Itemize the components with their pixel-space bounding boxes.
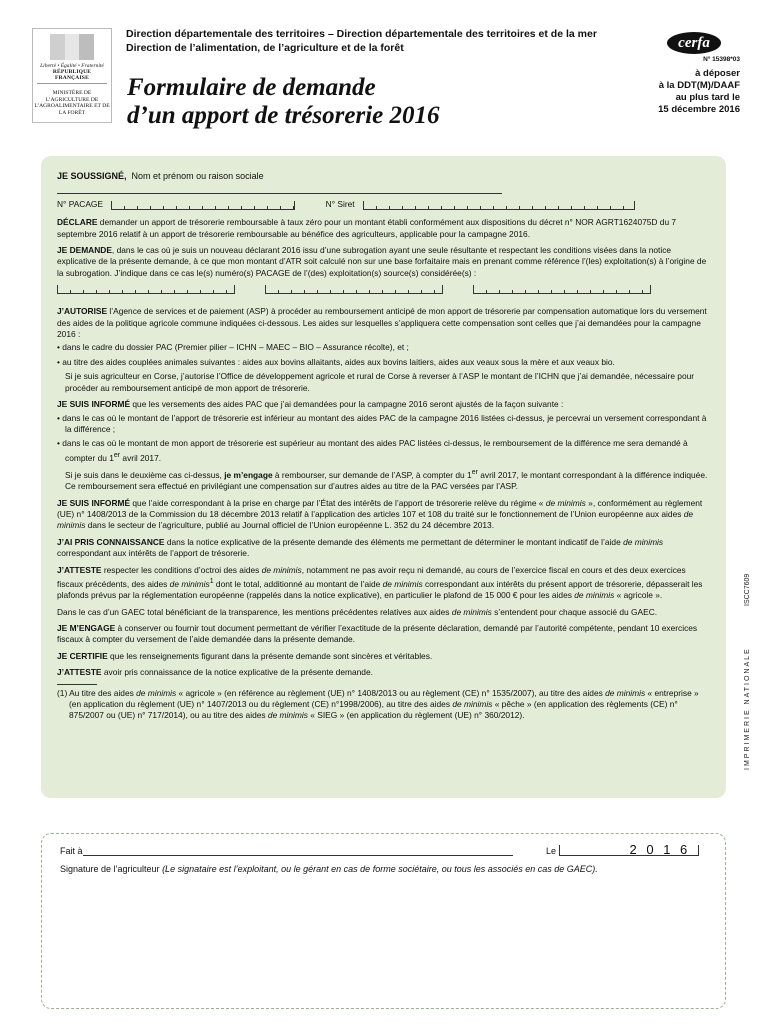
deuxieme-keyword: je m’engage — [224, 469, 273, 480]
deuxieme-paragraph — [57, 467, 710, 493]
atteste1-text-5: « agricole ». — [614, 590, 663, 601]
certifie-paragraph — [57, 651, 710, 662]
pacage-input[interactable] — [111, 201, 295, 210]
deposit-line-2: à la DDT(M)/DAAF — [658, 80, 740, 91]
connaissance-paragraph — [57, 537, 710, 560]
footnote-text-2: « agricole » (en référence au règlement (UE) n° 1408/2013 ou au règlement (CE) n° 1535/2007), au titre des aides — [176, 687, 606, 698]
cerfa-logo: cerfa — [667, 32, 721, 54]
signature-note: (Le signataire est l’exploitant, ou le gérant en cas de forme sociétaire, ou tous les associés en cas de GAEC). — [159, 864, 598, 874]
footnote-divider — [57, 684, 97, 685]
informe1-bullet-2-end: avril 2017. — [120, 452, 162, 463]
fait-a-input[interactable] — [83, 845, 513, 856]
engage-keyword: JE M’ENGAGE — [57, 622, 116, 633]
atteste1-keyword: J’ATTESTE — [57, 564, 102, 575]
atteste2-paragraph — [57, 667, 710, 678]
signature-box — [41, 833, 726, 1009]
gaec-text: Dans le cas d’un GAEC total bénéficiant de la transparence, les mentions précédentes relatives aux aides — [57, 606, 452, 617]
pacage-source-row — [57, 285, 710, 294]
informe2-paragraph — [57, 498, 710, 532]
atteste2-keyword: J’ATTESTE — [57, 667, 102, 678]
informe2-text: que l’aide correspondant à la prise en charge par l’État des intérêts de l’apport de trésorerie relève du régime « — [130, 497, 546, 508]
title-line-1: Formulaire de demande — [127, 74, 376, 101]
pacage-source-input-2[interactable] — [265, 285, 443, 294]
soussigne-row — [57, 171, 710, 194]
form-content — [57, 171, 710, 727]
informe2-text-3: dans le secteur de l’agriculture, publié au Journal officiel de l’Union européenne L. 352 du 24 décembre 2013. — [85, 520, 495, 531]
demande-paragraph — [57, 245, 710, 279]
autorise-bullet-1: • dans le cadre du dossier PAC (Premier pilier – ICHN – MAEC – BIO – Assurance récolte), et ; — [57, 342, 409, 353]
atteste2-text: avoir pris connaissance de la notice explicative de la présente demande. — [101, 667, 373, 678]
logo-ministry: MINISTÈRE DE L’AGRICULTURE DE L’AGROALIMENTAIRE ET DE LA FORÊT — [34, 90, 110, 116]
deuxieme-text-3: avril 2017, le montant correspondant à la différence indiquée. Ce remboursement sera effectué en privilégiant une compensation sur d’autres aides au titre de la PAC versées par l’ASP. — [65, 469, 708, 492]
title-line-2: d’un apport de trésorerie 2016 — [127, 102, 440, 129]
logo-motto: Liberté • Égalité • Fraternité — [40, 63, 104, 69]
atteste1-text-2: , notamment ne pas avoir reçu ni demandé, au cours de l’exercice fiscal en cours et des deux exercices fiscaux précédents, des aides — [57, 564, 686, 589]
name-input[interactable] — [57, 184, 502, 194]
engage-text: à conserver ou fournir tout document permettant de vérifier l’exactitude de la présente déclaration, demandé par l’autorité compétente, pendant 10 exercices fiscaux à compter du versement de l’aide demandée dans la présente demande. — [57, 622, 698, 645]
pacage-source-input-1[interactable] — [57, 285, 235, 294]
connaissance-text: dans la notice explicative de la présente demande des éléments me permettant de déterminer le montant indicatif de l’aide — [164, 536, 624, 547]
corse-paragraph: Si je suis agriculteur en Corse, j’autorise l’Office de développement agricole et rural de Corse à reverser à l’ASP le montant de l’ICHN que j’ai demandée, nécessaire pour procéder au remboursement anticipé de mon apport de trésorerie. — [65, 371, 695, 393]
informe2-text-2: », conformément au règlement (UE) n° 1408/2013 de la Commission du 18 décembre 2013 relatif à l’application des articles 107 et 108 du traité sur le fonctionnement de l’Union européenne aux aides — [57, 497, 703, 519]
deposit-line-1: à déposer — [695, 68, 740, 79]
de-minimis: de minimis — [451, 606, 492, 617]
declare-text: demander un apport de trésorerie remboursable à taux zéro pour un montant établi conformément aux dispositions du décret n° NOR AGRT1624075D du 7 septembre 2016 relatif à un apport de trésorerie remboursable au bénéfice des agriculteurs, applicable pour la campagne 2016. — [57, 217, 677, 239]
fait-label: Fait à — [60, 846, 83, 856]
imprimerie-nationale: IMPRIMERIE NATIONALE — [744, 647, 751, 770]
de-minimis: de minimis — [169, 578, 210, 589]
informe1-text: que les versements des aides PAC que j’ai demandées pour la campagne 2016 seront ajustés de la façon suivante : — [130, 399, 564, 410]
superscript: er — [113, 451, 121, 459]
de-minimis: de minimis — [267, 710, 308, 721]
signature-label: Signature de l’agriculteur — [60, 864, 160, 874]
de-minimis: de minimis — [57, 508, 694, 531]
informe1-bullet-2 — [57, 438, 710, 464]
demande-keyword: JE DEMANDE — [57, 245, 112, 256]
de-minimis: de minimis — [136, 687, 177, 698]
de-minimis: de minimis — [574, 590, 615, 601]
engage-paragraph — [57, 623, 710, 646]
de-minimis: de minimis — [623, 536, 664, 547]
de-minimis: de minimis — [545, 497, 586, 508]
autorise-keyword: J’AUTORISE — [57, 306, 108, 317]
atteste1-text: respecter les conditions d’octroi des aides — [101, 564, 262, 575]
gaec-text-2: s’entendent pour chaque associé du GAEC. — [491, 606, 658, 617]
siret-label: N° Siret — [325, 198, 355, 209]
deposit-line-3: au plus tard le — [675, 92, 740, 103]
signature-label-row — [60, 864, 598, 874]
deposit-deadline — [588, 68, 740, 116]
footnote-text: (1) Au titre des aides — [57, 687, 137, 698]
certifie-keyword: JE CERTIFIE — [57, 650, 108, 661]
atteste1-paragraph — [57, 565, 710, 602]
informe1-keyword: JE SUIS INFORMÉ — [57, 399, 131, 410]
informe1-bullet-2-text: • dans le cas où le montant de mon apport de trésorerie est supérieur au montant des aides PAC listées ci-dessus, le remboursement de la différence me sera demandé à compter du 1 — [57, 438, 688, 463]
informe1-bullet-1: • dans le cas où le montant de l’apport de trésorerie est inférieur au montant des aides PAC de la campagne 2016 listées ci-dessus, je percevrai un versement correspondant à la différence ; — [57, 412, 707, 434]
deuxieme-text: Si je suis dans le deuxième cas ci-dessus, — [65, 469, 225, 480]
deuxieme-text-2: à rembourser, sur demande de l’ASP, à compter du 1 — [272, 469, 472, 480]
footnote-text-3: « entreprise » (en application du règlement (UE) n° 1407/2013 ou du règlement (CE) n°1998/2006), au titre des aides — [69, 687, 699, 710]
date-year: 2 0 1 6 — [629, 842, 691, 857]
header-line-2: Direction de l’alimentation, de l’agriculture et de la forêt — [126, 42, 404, 54]
footnote — [57, 688, 710, 722]
page-title — [127, 74, 440, 130]
de-minimis: de minimis — [452, 699, 493, 710]
fait-a-row — [60, 845, 513, 856]
connaissance-text-2: correspondant aux intérêts de l’apport de trésorerie. — [57, 548, 250, 559]
pacage-label: N° PACAGE — [57, 198, 104, 209]
soussigne-label: JE SOUSSIGNÉ, — [57, 171, 127, 181]
declare-keyword: DÉCLARE — [57, 217, 98, 228]
gaec-paragraph — [57, 607, 710, 618]
informe1-paragraph — [57, 399, 710, 410]
date-row — [546, 842, 699, 857]
certifie-text: que les renseignements figurant dans la présente demande sont sincères et véritables. — [107, 650, 433, 661]
de-minimis: de minimis — [605, 687, 646, 698]
date-input[interactable] — [559, 842, 699, 857]
deposit-line-4: 15 décembre 2016 — [658, 104, 740, 115]
iscc-code: ISCC7609 — [744, 573, 751, 606]
informe2-keyword: JE SUIS INFORMÉ — [57, 497, 131, 508]
atteste1-text-4: correspondant aux intérêts du présent apport de trésorerie, dépasserait les plafonds prévus par la réglementation européenne (rappelés dans la notice explicative), en particulier le plafond de 15 000 € pour les aides — [57, 578, 703, 601]
demande-text: , dans le cas où je suis un nouveau déclarant 2016 issu d’une subrogation ayant une seule résultante et respectant les conditions visées dans la notice explicative de la présente demande, à ce que mon montant d’ATR soit calculé non sur une base forfaitaire mais en prenant comme référence l’(les) exploitation(s) à l’origine de la subrogation. J’indique dans ce cas le(s) numéro(s) PACAGE de l’(des) exploitation(s) source(s) considérée(s) : — [57, 245, 707, 278]
ids-row — [57, 199, 710, 210]
superscript: er — [471, 468, 478, 476]
footnote-ref: 1 — [209, 577, 214, 585]
pacage-source-input-3[interactable] — [473, 285, 651, 294]
connaissance-keyword: J’AI PRIS CONNAISSANCE — [57, 536, 165, 547]
autorise-bullet-2: • au titre des aides couplées animales suivantes : aides aux bovins allaitants, aides aux bovins laitiers, aides aux veaux sous la mère et aux veaux bio. — [57, 356, 615, 367]
marianne-logo — [32, 28, 112, 123]
footnote-text-4: « pêche » (en application des règlements (CE) n° 875/2007 ou (UE) n° 717/2014), ou au titre des aides — [69, 699, 678, 721]
marianne-flag-icon — [50, 34, 94, 60]
de-minimis: de minimis — [261, 564, 302, 575]
de-minimis: de minimis — [382, 578, 423, 589]
cerfa-number: N° 15398*03 — [703, 56, 740, 63]
footnote-text-5: « SIEG » (en application du règlement (UE) n° 360/2012). — [307, 710, 525, 721]
header-line-1: Direction départementale des territoires – Direction départementale des territoires et de la mer — [126, 28, 597, 40]
autorise-paragraph — [57, 306, 710, 340]
atteste1-text-3: dont le total, additionné au montant de l’aide — [213, 578, 383, 589]
logo-republic: RÉPUBLIQUE FRANÇAISE — [37, 69, 107, 84]
autorise-text: l’Agence de services et de paiement (ASP) à procéder au remboursement anticipé de mon apport de trésorerie par compensation automatique lors du versement des aides de la politique agricole commune indiquées ci-dessous. Les aides sur lesquelles s’appliquera cette compensation sont celles que j’ai demandées pour la campagne 2016 : — [57, 306, 707, 340]
le-label: Le — [546, 846, 557, 856]
header-directions — [126, 27, 597, 55]
name-field-label: Nom et prénom ou raison sociale — [131, 171, 264, 181]
siret-input[interactable] — [363, 201, 635, 210]
declare-paragraph — [57, 217, 710, 240]
